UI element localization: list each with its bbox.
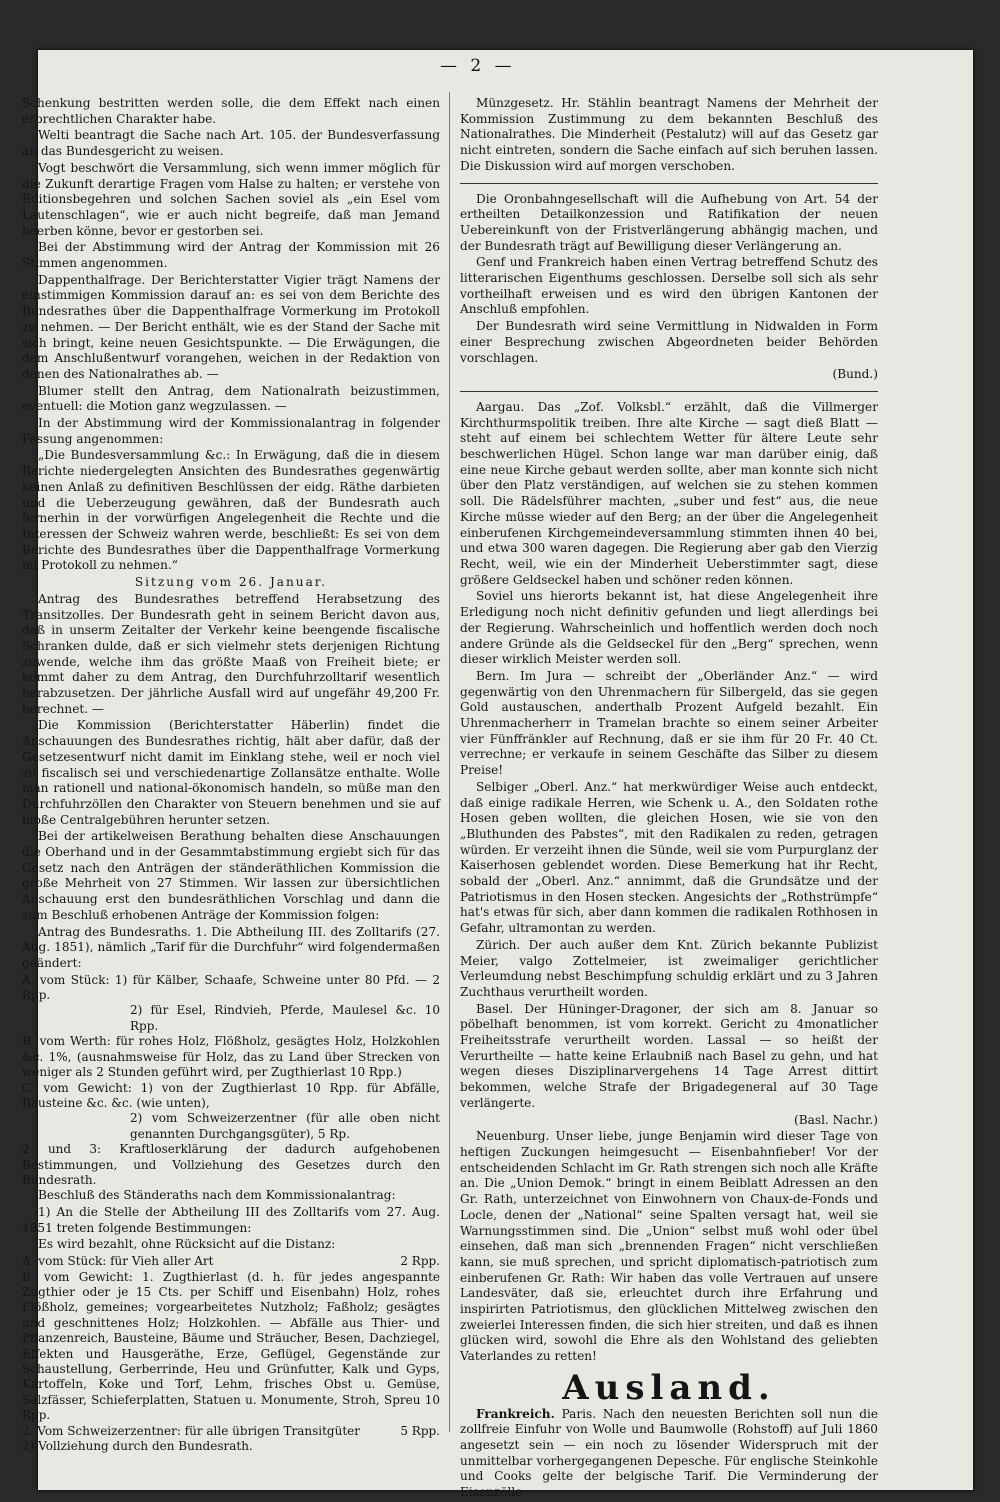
tariff-row: C. vom Gewicht: 1) von der Zugthierlast 10 Rpp. für Abfälle, Bausteine &c. &c. (wie unten), <box>22 1080 440 1110</box>
tariff-value: 5 Rpp. <box>400 1423 440 1438</box>
paragraph: Blumer stellt den Antrag, dem Nationalrath beizustimmen, eventuell: die Motion ganz wegzulassen. — <box>22 383 440 414</box>
tariff-row <box>22 1254 440 1269</box>
paragraph: Die Oronbahngesellschaft will die Aufhebung von Art. 54 der ertheilten Detailkonzession und Ratifikation der neuen Uebereinkunft von der Fristverlängerung abhängig machen, und der Bundesrath trägt auf Bewilligung dieser Verlängerung an. <box>460 191 878 253</box>
tariff-list <box>22 973 440 1189</box>
paragraph: Selbiger „Oberl. Anz.“ hat merkwürdiger Weise auch entdeckt, daß einige radikale Herren, wie Schenk u. A., den Soldaten rothe Hosen geben wollten, die gleichen Hosen, wie sie von den „Bluthunden des Pabstes“, mit den Radikalen zu reden, getragen würden. Er verzeiht ihnen die Sünde, weil sie vom Purpurglanz der Kaiserhosen geblendet worden. Diese Bemerkung hat ihr Recht, sobald der „Oberl. Anz.“ annimmt, daß die Grundsätze und der Patriotismus in den Hosen stecken. Angesichts der „Rothstrümpfe“ hat's etwas für sich, aber dann kommen die radikalen Rothhosen in Gefahr, ultramontan zu werden. <box>460 779 878 936</box>
paragraph: Antrag des Bundesrathes betreffend Herabsetzung des Transitzolles. Der Bundesrath geht in seinem Bericht davon aus, daß in unserm Zeitalter der Verkehr keine beengende fiscalische Schranken dulde, daß er sich vielmehr stets derjenigen Richtung zuwende, welche ihm das größte Maaß von Freiheit biete; er kommt daher zu dem Antrag, den Durchfuhrzolltarif wesentlich herabzusetzen. Der jährliche Ausfall wird auf ungefähr 49,200 Fr. berechnet. — <box>22 591 440 716</box>
paragraph: Neuenburg. Unser liebe, junge Benjamin wird dieser Tage von heftigen Zuckungen heimgesucht — Eisenbahnfieber! Vor der entscheidenden Schlacht im Gr. Rath strengen sich noch alle Kräfte an. Die „Union Demok.“ bringt in einem Beiblatt Adressen an den Gr. Rath, unterzeichnet von Einwohnern von Chaux-de-Fonds und Locle, denen der „National“ seine Spalten versagt hat, weil sie Warnungsstimmen sind. Die „Union“ selbst muß wohl oder übel einsehen, daß man sich „brennenden Fragen“ nicht verschließen kann, sie muß sprechen, und spricht diplomatisch-patriotisch zum einberufenen Gr. Rath: Wir haben das volle Vertrauen auf unsere Landesväter, daß sie, erleuchtet durch ihre Erfahrung und inspirirten Patriotismus, den glücklichen Mittelweg zwischen den zweierlei Interessen finden, die sich hier streiten, und daß es ihnen glücken wird, sowohl die Ehre als den Wohlstand des geliebten Vaterlandes zu retten! <box>460 1129 878 1364</box>
tariff-row: 2) Vollziehung durch den Bundesrath. <box>22 1439 253 1454</box>
paragraph: Bei der artikelweisen Berathung behalten diese Anschauungen die Oberhand und in der Gesammtabstimmung ergiebt sich für das Gesetz nach den Anträgen der ständeräthlichen Kommission die große Mehrheit von 27 Stimmen. Wir lassen zur übersichtlichen Anschauung erst den bundesräthlichen Vorschlag und dann die zum Beschluß erhobenen Anträge der Kommission folgen: <box>22 829 440 922</box>
paragraph-text: Paris. Nach den neuesten Berichten soll nun die zollfreie Einfuhr von Wolle und Baumwolle (Rohstoff) auf Juli 1860 angesetzt sein — ein noch zu lösender Widerspruch mit der unmittelbar vorhergegangenen Depesche. Für englische Steinkohle und Cooks gelte der belgische Tarif. Die Verminderung der Eisenzölle <box>460 1406 878 1500</box>
paragraph: Bei der Abstimmung wird der Antrag der Kommission mit 26 Stimmen angenommen. <box>22 240 440 271</box>
paragraph: Es wird bezahlt, ohne Rücksicht auf die Distanz: <box>38 1237 336 1252</box>
paragraph: 1) An die Stelle der Abtheilung III des Zolltarifs vom 27. Aug. 1851 treten folgende Bestimmungen: <box>22 1205 440 1235</box>
paragraph: Beschluß des Ständeraths nach dem Kommissionalantrag: <box>38 1188 396 1203</box>
tariff-label: 2. Vom Schweizerzentner: für alle übrigen Transitgüter <box>22 1423 360 1438</box>
left-column <box>22 96 440 1454</box>
section-heading: Ausland. <box>562 1367 776 1408</box>
tariff-row: 2 und 3: Kraftloserklärung der dadurch aufgehobenen Bestimmungen, und Vollziehung des Gesetzes durch den Bundesrath. <box>22 1142 440 1187</box>
paragraph: Die Kommission (Berichterstatter Häberlin) findet die Anschauungen des Bundesrathes richtig, hält aber dafür, daß der Gesetzesentwurf nicht damit im Einklang stehe, weil er noch viel zu fiscalisch sei und verschiedenartige Zollansätze enthalte. Wolle man rationell und national-ökonomisch handeln, so müße man den Durchfuhrzöllen den Charakter von Steuern benehmen und sie auf bloße Centralgebühren herunter setzen. <box>22 718 440 827</box>
session-heading: Sitzung vom 26. Januar. <box>134 575 328 590</box>
tariff-list <box>22 1254 440 1454</box>
tariff-label: A. vom Stück: für Vieh aller Art <box>22 1254 214 1269</box>
tariff-row: A. vom Stück: 1) für Kälber, Schaafe, Schweine unter 80 Pfd. — 2 Rpp. <box>22 972 440 1003</box>
paragraph: Aargau. Das „Zof. Volksbl.“ erzählt, daß die Villmerger Kirchthurmspolitik treiben. Ihre alte Kirche — sagt dieß Blatt — steht auf einem bei schlechtem Wetter für ältere Leute sehr beschwerlichen Hügel. Schon lange war man darüber einig, daß eine neue Kirche gebaut werden sollte, aber man konnte sich nicht über den Platz verständigen, auf welchen sie zu stehen kommen soll. Die Rädelsführer machten, „suber und fest“ aus, die neue Kirche müsse wieder auf den Berg; an der über die Angelegenheit einberufenen Kirchgemeindeversammlung stimmten ihnen 40 bei, und etwa 300 waren dagegen. Die Regierung aber gab den Vierzig Recht, weil, wie ein der Minderheit Ueberstimmter sagt, diese größere Geldseckel haben und schöner reden können. <box>460 399 878 587</box>
paragraph: Münzgesetz. Hr. Stählin beantragt Namens der Mehrheit der Kommission Zustimmung zu dem bekannten Beschluß des Nationalrathes. Die Minderheit (Pestalutz) will auf das Gesetz gar nicht eintreten, sondern die Sache einfach auf sich beruhen lassen. Die Diskussion wird auf morgen verschoben. <box>460 96 878 173</box>
divider <box>460 391 878 392</box>
tariff-row <box>22 1424 440 1439</box>
paragraph: „Die Bundesversammlung &c.: In Erwägung, daß die in diesem Berichte niedergelegten Ansichten des Bundesrathes gegenwärtig keinen Anlaß zu definitiven Beschlüssen der eidg. Räthe darbieten und die Ueberzeugung gewähren, daß der Bundesrath auch fernerhin in der vorwürfigen Angelegenheit die Rechte und die Interessen der Schweiz wahren werde, beschließt: Es sei von dem Berichte des Bundesrathes über die Dappenthalfrage Vormerkung im Protokoll zu nehmen.“ <box>22 448 440 573</box>
divider <box>460 183 878 184</box>
paragraph: Soviel uns hierorts bekannt ist, hat diese Angelegenheit ihre Erledigung noch nicht definitiv gefunden und liegt allerdings bei der Regierung. Wahrscheinlich und hoffentlich werden doch noch andere Gründe als die Geldseckel für den „Berg“ sprechen, wenn dieser wirklich Meister werden soll. <box>460 589 878 667</box>
tariff-value: 2 Rpp. <box>400 1254 440 1269</box>
page-number: — 2 — <box>440 56 516 76</box>
paragraph: Welti beantragt die Sache nach Art. 105. der Bundesverfassung an das Bundesgericht zu weisen. <box>22 128 440 159</box>
source-note: (Bund.) <box>832 367 878 382</box>
tariff-row: B. vom Gewicht: 1. Zugthierlast (d. h. für jedes angespannte Zugthier oder je 15 Cts. per Schiff und Eisenbahn) Holz, rohes Flößholz, gemeines; vorgearbeitetes Nutzholz; Faßholz; gesägtes und geschnittenes Holz; Holzkohlen. — Abfälle aus Thier- und Pflanzenreich, Bausteine, Bäume und Sträucher, Besen, Dachziegel, Effekten und Hausgeräthe, Erze, Geflügel, Gegenstände zur Schaustellung, Gerberrinde, Heu und Grünfutter, Kalk und Gyps, Kartoffeln, Koke und Torf, Lehm, frisches Obst u. Gemüse, Salzfässer, Schieferplatten, Statuen u. Monumente, Stroh, Spreu 10 Rpp. <box>22 1269 440 1423</box>
source-note: (Basl. Nachr.) <box>794 1112 878 1127</box>
paragraph <box>460 1407 878 1501</box>
paragraph: Dappenthalfrage. Der Berichterstatter Vigier trägt Namens der einstimmigen Kommission darauf an: es sei von dem Berichte des Bundesrathes über die Dappenthalfrage Vormerkung im Protokoll zu nehmen. — Der Bericht enthält, wie es der Stand der Sache mit sich bringt, keine neuen Gesichtspunkte. — Die Erwägungen, die dem Anschlußentwurf vorangehen, weichen in der Redaktion von denen des Nationalrathes ab. — <box>22 272 440 381</box>
tariff-row: 2) für Esel, Rindvieh, Pferde, Maulesel &c. 10 Rpp. <box>130 1003 440 1033</box>
paragraph: Vogt beschwört die Versammlung, sich wenn immer möglich für die Zukunft derartige Fragen vom Halse zu halten; er verstehe von Editionsbegehren und solchen Sachen soviel als „ein Esel vom Lautenschlagen“, wie er auch nicht begreife, daß man Jemand beerben könne, bevor er gestorben sei. <box>22 160 440 238</box>
tariff-row: 2) vom Schweizerzentner (für alle oben nicht genannten Durchgangsgüter), 5 Rp. <box>130 1111 440 1141</box>
paragraph: In der Abstimmung wird der Kommissionalantrag in folgender Fassung angenommen: <box>22 416 440 446</box>
paragraph: Antrag des Bundesraths. 1. Die Abtheilung III. des Zolltarifs (27. Aug. 1851), nämlich „Tarif für die Durchfuhr“ wird folgendermaßen geändert: <box>22 924 440 970</box>
country-label: Frankreich. <box>476 1406 555 1421</box>
paragraph: Schenkung bestritten werden solle, die dem Effekt nach einen erbrechtlichen Charakter habe. <box>22 96 440 126</box>
paragraph: Der Bundesrath wird seine Vermittlung in Nidwalden in Form einer Besprechung zwischen Abgeordneten beider Behörden vorschlagen. <box>460 319 878 365</box>
paragraph: Bern. Im Jura — schreibt der „Oberländer Anz.“ — wird gegenwärtig von den Uhrenmachern für Silbergeld, das sie gegen Gold austauschen, anderthalb Prozent Aufgeld bezahlt. Ein Uhrenmacherherr in Tramelan brachte so einem seiner Arbeiter vier Fünffränkler auf Rechnung, daß er sie ihm für 20 Fr. 40 Ct. verrechne; er verkaufe in seinem Geschäfte das Silber zu diesem Preise! <box>460 668 878 778</box>
paragraph: Genf und Frankreich haben einen Vertrag betreffend Schutz des litterarischen Eigenthums geschlossen. Derselbe soll sich als sehr vortheilhaft erweisen und es wird den übrigen Kantonen der Anschluß empfohlen. <box>460 255 878 317</box>
tariff-row: B. vom Werth: für rohes Holz, Flößholz, gesägtes Holz, Holzkohlen &c. 1%, (ausnahmsweise für Holz, das zu Land über Strecken von weniger als 2 Stunden geführt wird, per Zugthierlast 10 Rpp.) <box>22 1034 440 1080</box>
column-divider <box>449 92 450 1432</box>
paragraph: Basel. Der Hüninger-Dragoner, der sich am 8. Januar so pöbelhaft benommen, ist vom korrekt. Gericht zu 4monatlicher Freiheitsstrafe verurtheilt worden. Lassal — so heißt der Verurtheilte — hatte keine Erlaubniß nach Basel zu gehn, und hat wegen dieses Disziplinarvergehens 14 Tage Arrest dittirt bekommen, welche Strafe der Brigadegeneral auf 30 Tage verlängerte. <box>460 1001 878 1110</box>
right-column <box>460 96 878 1502</box>
paragraph: Zürich. Der auch außer dem Knt. Zürich bekannte Publizist Meier, valgo Zottelmeier, ist zweimaliger gerichtlicher Verleumdung nebst Beschimpfung schuldig erklärt und zu 3 Jahren Zuchthaus verurtheilt worden. <box>460 937 878 999</box>
